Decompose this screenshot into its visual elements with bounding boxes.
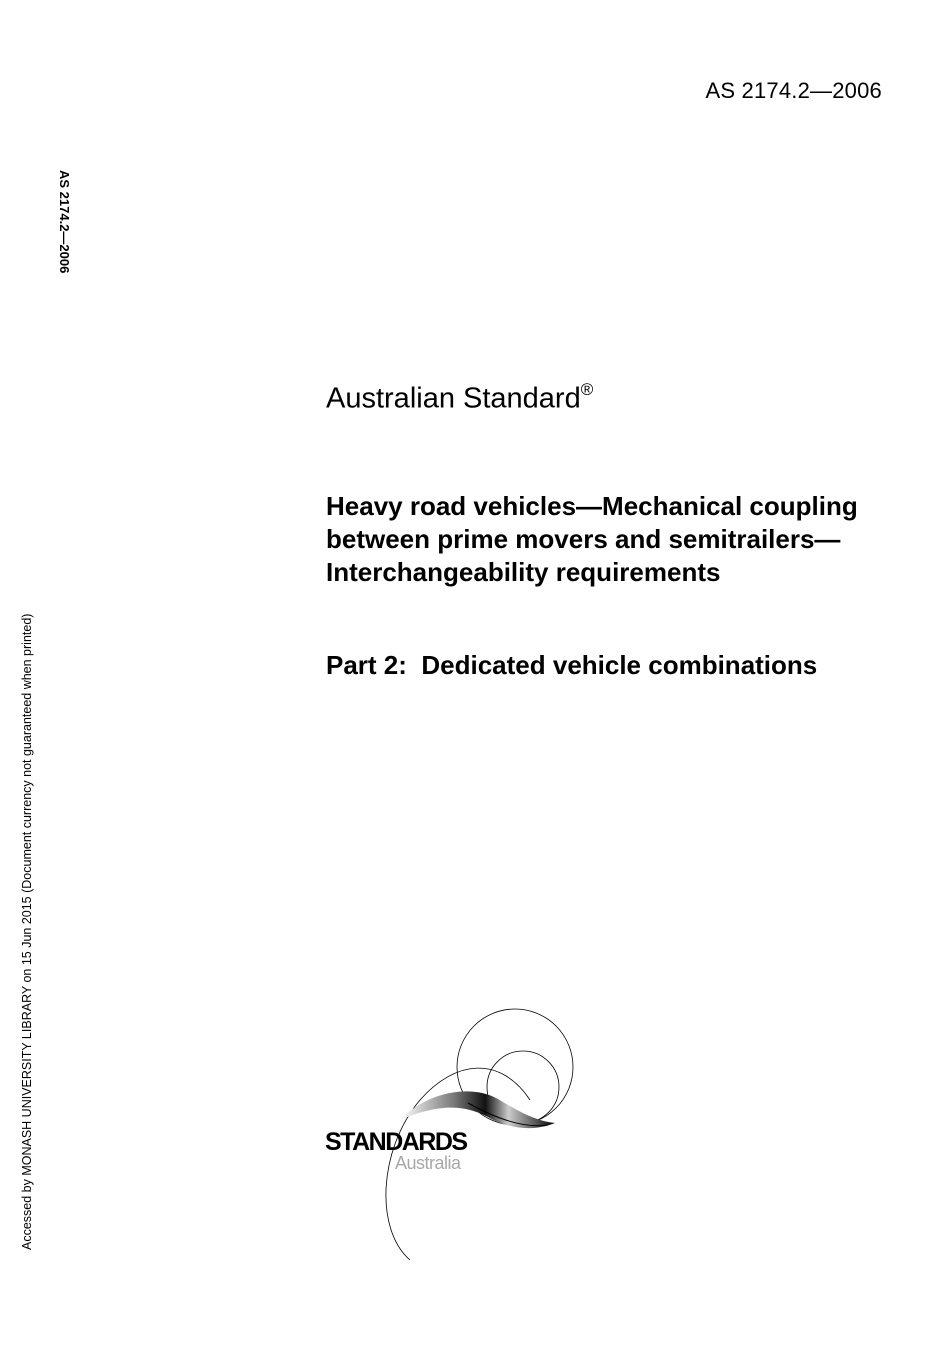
access-note: [20, 598, 36, 1250]
document-title: Heavy road vehicles—Mechanical coupling between prime movers and semitrailers—Interchangeability requirements: [326, 491, 858, 587]
part-title: Part 2: Dedicated vehicle combinations: [326, 650, 818, 680]
series-heading: [326, 382, 593, 416]
standards-logo-subtext: Australia: [395, 1153, 461, 1173]
spine-text: AS 2174.2—2006: [57, 170, 72, 274]
access-note-text: Accessed by MONASH UNIVERSITY LIBRARY on 15 Jun 2015 (Document currency not guaranteed when printed): [20, 613, 34, 1250]
spine-label: [55, 170, 73, 295]
registered-mark: ®: [580, 380, 594, 399]
series-name: Australian Standard: [326, 382, 581, 415]
document-number: AS 2174.2—2006: [705, 78, 882, 103]
standards-logo-word: STANDARDS: [325, 1128, 467, 1156]
